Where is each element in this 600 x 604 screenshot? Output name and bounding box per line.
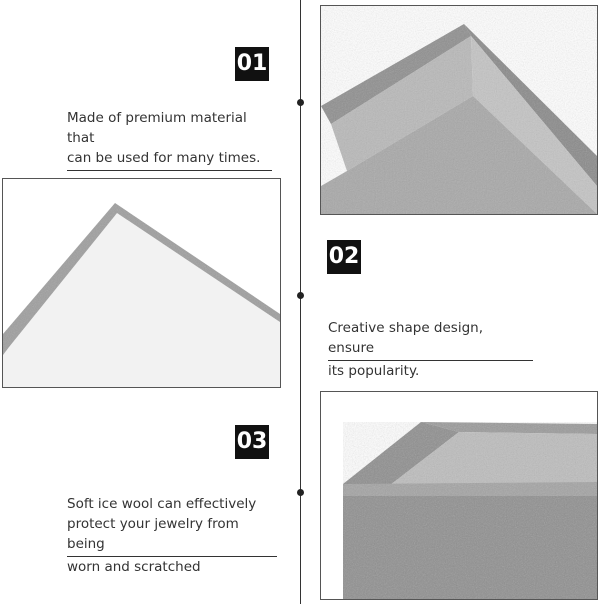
feature-02-line-1: Creative shape design, ensure: [328, 318, 533, 361]
timeline-dot-2: [297, 292, 304, 299]
feature-01-line-1: Made of premium material that: [67, 110, 247, 146]
feature-03-line-3: worn and scratched: [67, 559, 201, 575]
feature-03-line-2: protect your jewelry from being: [67, 514, 277, 557]
feature-01-line-2: can be used for many times.: [67, 148, 272, 171]
feature-text-03: [67, 494, 277, 577]
feature-text-02: [328, 318, 533, 381]
feature-number-01: 01: [235, 47, 269, 81]
photo-tray-corner-inner: [320, 5, 598, 215]
timeline-line: [300, 0, 301, 604]
feature-number-03: 03: [235, 425, 269, 459]
photo-tray-side-wall: [320, 391, 598, 600]
feature-text-01: [67, 108, 272, 171]
feature-03-line-1: Soft ice wool can effectively: [67, 496, 257, 512]
feature-number-02: 02: [327, 240, 361, 274]
photo-tray-corner-flat: [2, 178, 281, 388]
timeline-dot-3: [297, 489, 304, 496]
timeline-dot-1: [297, 99, 304, 106]
feature-02-line-2: its popularity.: [328, 363, 420, 379]
